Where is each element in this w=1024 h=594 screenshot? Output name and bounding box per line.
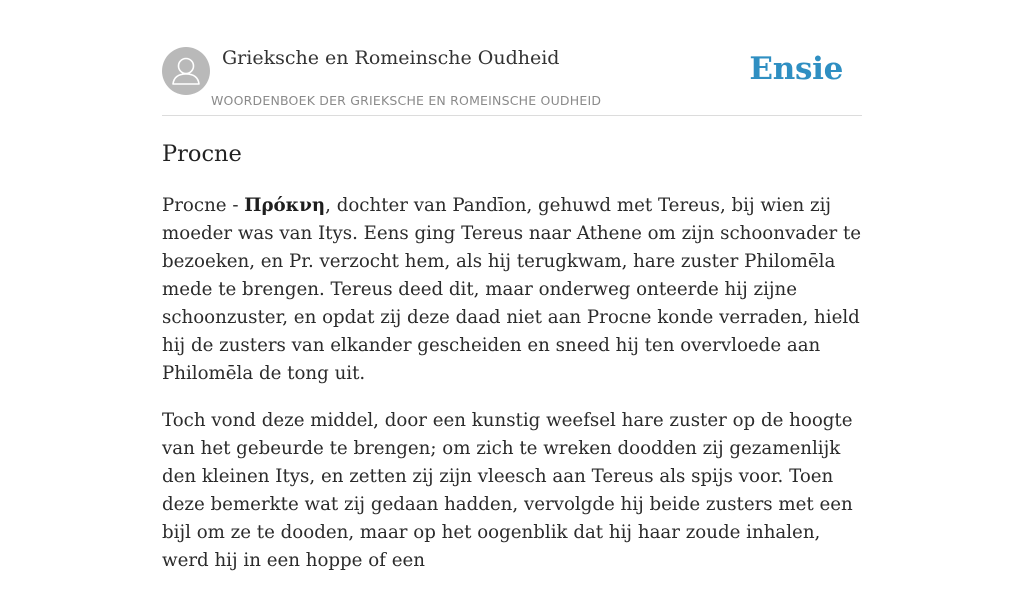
- ensie-logo[interactable]: Ensie: [749, 51, 843, 87]
- entry-term: Procne -: [162, 195, 245, 216]
- site-subtitle[interactable]: WOORDENBOEK DER GRIEKSCHE EN ROMEINSCHE OUDHEID: [211, 93, 602, 108]
- article-body: [162, 192, 862, 594]
- site-title[interactable]: Grieksche en Romeinsche Oudheid: [222, 47, 560, 69]
- paragraph-text: , dochter van Pandīon, gehuwd met Tereus, bij wien zij moeder was van Itys. Eens ging Tereus naar Athene om zijn schoonvader te bezoeken, en Pr. verzocht hem, als hij terugkwam, hare zuster Philomēla mede te brengen. Tereus deed dit, maar onderweg onteerde hij zijne schoonzuster, en opdat zij deze daad niet aan Procne konde verraden, hield hij de zusters van elkander gescheiden en sneed hij ten overvloede aan Philomēla de tong uit.: [162, 195, 862, 384]
- site-header: [162, 46, 862, 116]
- article-paragraph-2: Toch vond deze middel, door een kunstig weefsel hare zuster op de hoogte van het gebeurde te brengen; om zich te wreken doodden zij gezamenlijk den kleinen Itys, en zetten zij zijn vleesch aan Tereus als spijs voor. Toen deze bemerkte wat zij gedaan hadden, vervolgde hij beide zusters met een bijl om ze te dooden, maar op het oogenblik dat hij haar zoude inhalen, werd hij in een hoppe of een: [162, 410, 853, 571]
- page-title: Procne: [162, 141, 242, 167]
- greek-term: Πρόκνη: [244, 195, 326, 216]
- article-paragraph-1: [162, 192, 862, 388]
- user-icon[interactable]: [162, 47, 210, 95]
